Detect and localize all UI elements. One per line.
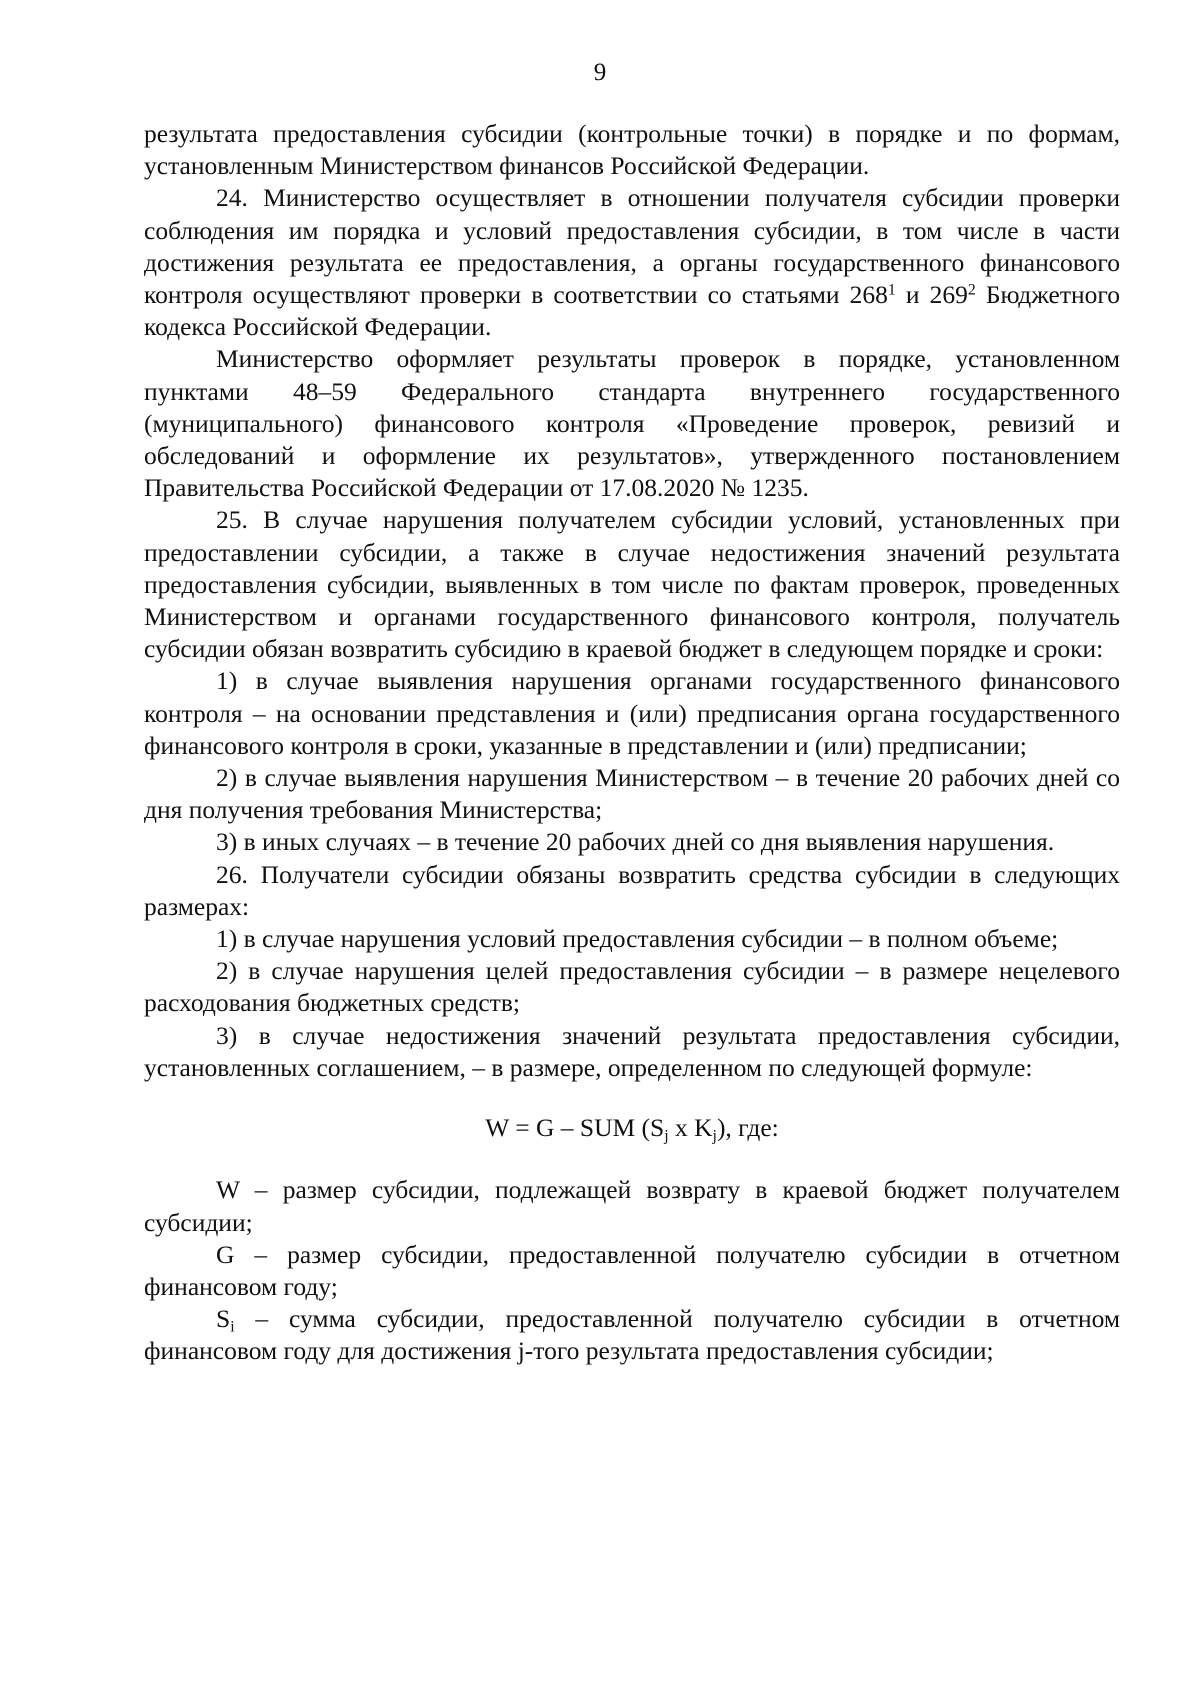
paragraph-text: Бюджетного кодекса Российской Федерации. [144, 280, 1120, 342]
formula-text: x K [668, 1113, 713, 1143]
definition-item: G – размер субсидии, предоставленной получателю субсидии в отчетном финансовом году; [144, 1239, 1120, 1301]
definition-text: – сумма субсидии, предоставленной получателю субсидии в отчетном финансовом году для достижения j-того результата предоставления субсидии; [144, 1304, 1120, 1366]
paragraph-text: и 269 [895, 280, 968, 310]
formula-text: ), где: [716, 1113, 779, 1143]
formula [144, 1112, 1120, 1144]
list-item: 2) в случае выявления нарушения Министерством – в течение 20 рабочих дней со дня получения требования Министерства; [144, 763, 1120, 825]
list-item: 1) в случае нарушения условий предоставления субсидии – в полном объеме; [216, 924, 1059, 954]
formula-text: W = G – SUM (S [485, 1113, 665, 1143]
subscript: j [712, 1127, 717, 1145]
list-item: 2) в случае нарушения целей предоставления субсидии – в размере нецелевого расходования бюджетных средств; [144, 956, 1120, 1018]
paragraph: результата предоставления субсидии (контрольные точки) в порядке и по формам, установленным Министерством финансов Российской Федерации. [144, 119, 1120, 181]
paragraph-item-25: 25. В случае нарушения получателем субсидии условий, установленных при предоставлении субсидии, а также в случае недостижения значений результата предоставления субсидии, выявленных в том числе по фактам проверок, проведенных Министерством и органами государственного финансового контроля, получатель субсидии обязан возвратить субсидию в краевой бюджет в следующем порядке и сроки: [144, 505, 1120, 664]
variable: S [216, 1304, 231, 1334]
page-number: 9 [593, 59, 607, 86]
list-item: 3) в случае недостижения значений результата предоставления субсидии, установленных соглашением, – в размере, определенном по следующей формуле: [144, 1020, 1120, 1082]
paragraph: Министерство оформляет результаты проверок в порядке, установленном пунктами 48–59 Федерального стандарта внутреннего государственного (муниципального) финансового контроля «Проведение проверок, ревизий и обследований и оформление их результатов», утвержденного постановлением Правительства Российской Федерации от 17.08.2020 № 1235. [144, 344, 1120, 503]
definition-item: W – размер субсидии, подлежащей возврату в краевой бюджет получателем субсидии; [144, 1175, 1120, 1237]
document-body [144, 118, 1120, 1368]
paragraph-text: 24. Министерство осуществляет в отношении получателя субсидии проверки соблюдения им порядка и условий предоставления субсидии, в том числе в части достижения результата ее предоставления, а органы государственного финансового контроля осуществляют проверки в соответствии со статьями 268 [144, 183, 1120, 310]
superscript: 1 [887, 281, 896, 299]
definition-item [144, 1303, 1120, 1367]
list-item: 1) в случае выявления нарушения органами государственного финансового контроля – на основании представления и (или) предписания органа государственного финансового контроля в сроки, указанные в представлении и (или) предписании; [144, 666, 1120, 760]
subscript: j [664, 1127, 669, 1145]
paragraph-item-26: 26. Получатели субсидии обязаны возвратить средства субсидии в следующих размерах: [144, 859, 1120, 921]
subscript: i [230, 1318, 235, 1336]
list-item: 3) в иных случаях – в течение 20 рабочих дней со дня выявления нарушения. [216, 827, 1055, 857]
superscript: 2 [967, 281, 976, 299]
paragraph-item-24 [144, 182, 1120, 343]
